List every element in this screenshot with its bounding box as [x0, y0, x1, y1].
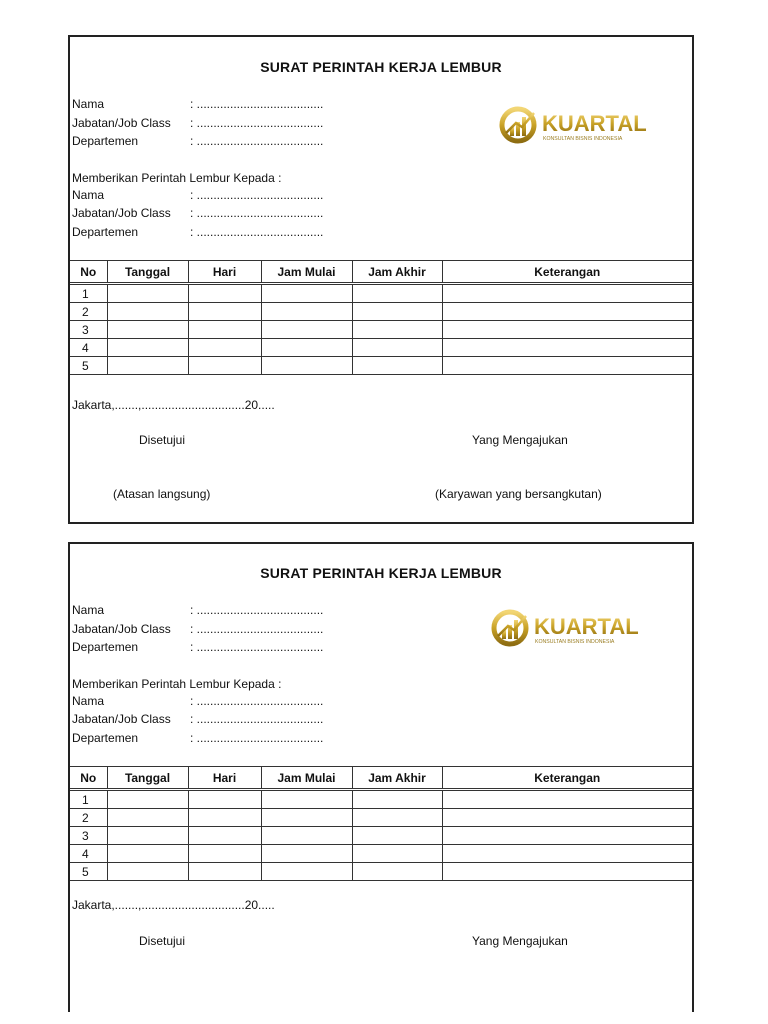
place-date-line[interactable]: Jakarta,.......,...............................20.....: [72, 398, 275, 412]
col-header-hari: Hari: [188, 261, 261, 284]
cell-jam-akhir[interactable]: [352, 321, 442, 339]
recipient-department-value[interactable]: : ......................................: [190, 225, 324, 239]
cell-keterangan[interactable]: [442, 790, 692, 809]
cell-tanggal[interactable]: [107, 809, 188, 827]
logo-brand-text: KUARTAL: [542, 111, 647, 136]
recipient-name-value[interactable]: : ......................................: [190, 188, 324, 202]
table-row: [70, 863, 692, 881]
recipient-name-field: Nama : ......................................: [72, 188, 324, 202]
form-title: SURAT PERINTAH KERJA LEMBUR: [260, 59, 502, 75]
table-row: [70, 790, 692, 809]
logo-brand-text: KUARTAL: [534, 614, 639, 639]
requester-position-field: Jabatan/Job Class : ......................................: [72, 622, 324, 636]
requester-position-field: Jabatan/Job Class : ......................................: [72, 116, 324, 130]
cell-keterangan[interactable]: [442, 827, 692, 845]
cell-tanggal[interactable]: [107, 284, 188, 303]
col-header-jam-mulai: Jam Mulai: [261, 261, 352, 284]
cell-keterangan[interactable]: [442, 809, 692, 827]
col-header-tanggal: Tanggal: [107, 261, 188, 284]
order-intro: Memberikan Perintah Lembur Kepada :: [72, 171, 282, 185]
cell-hari[interactable]: [188, 357, 261, 375]
cell-hari[interactable]: [188, 827, 261, 845]
overtime-form-1: [68, 35, 694, 524]
cell-tanggal[interactable]: [107, 339, 188, 357]
row-number: 4: [70, 845, 107, 863]
cell-jam-mulai[interactable]: [261, 809, 352, 827]
order-intro: Memberikan Perintah Lembur Kepada :: [72, 677, 282, 691]
cell-keterangan[interactable]: [442, 357, 692, 375]
cell-tanggal[interactable]: [107, 827, 188, 845]
requester-name-value[interactable]: : ......................................: [190, 603, 324, 617]
cell-tanggal[interactable]: [107, 357, 188, 375]
cell-keterangan[interactable]: [442, 845, 692, 863]
row-number: 1: [70, 284, 107, 303]
cell-hari[interactable]: [188, 809, 261, 827]
cell-hari[interactable]: [188, 321, 261, 339]
cell-tanggal[interactable]: [107, 790, 188, 809]
cell-jam-akhir[interactable]: [352, 809, 442, 827]
cell-jam-mulai[interactable]: [261, 790, 352, 809]
recipient-position-field: Jabatan/Job Class : ......................................: [72, 712, 324, 726]
approved-label: Disetujui: [139, 433, 186, 447]
recipient-department-field: Departemen : ......................................: [72, 731, 324, 745]
kuartal-logo-mark: [498, 103, 668, 151]
cell-keterangan[interactable]: [442, 339, 692, 357]
row-number: 5: [70, 863, 107, 881]
kuartal-logo: [490, 606, 660, 654]
cell-tanggal[interactable]: [107, 303, 188, 321]
requester-department-field: Departemen : ......................................: [72, 134, 324, 148]
cell-jam-mulai[interactable]: [261, 303, 352, 321]
col-header-jam-akhir: Jam Akhir: [352, 767, 442, 790]
row-number: 1: [70, 790, 107, 809]
row-number: 2: [70, 303, 107, 321]
cell-tanggal[interactable]: [107, 321, 188, 339]
recipient-position-field: Jabatan/Job Class : ......................................: [72, 206, 324, 220]
cell-jam-mulai[interactable]: [261, 339, 352, 357]
employee-role: (Karyawan yang bersangkutan): [435, 487, 602, 501]
table-header-row: [70, 261, 692, 284]
kuartal-logo: [498, 103, 668, 151]
col-header-keterangan: Keterangan: [442, 767, 692, 790]
recipient-name-value[interactable]: : ......................................: [190, 694, 324, 708]
row-number: 3: [70, 321, 107, 339]
cell-jam-akhir[interactable]: [352, 863, 442, 881]
row-number: 4: [70, 339, 107, 357]
cell-hari[interactable]: [188, 303, 261, 321]
logo-tagline-text: KONSULTAN BISNIS INDONESIA: [535, 639, 615, 645]
table-row: [70, 845, 692, 863]
row-number: 5: [70, 357, 107, 375]
form-title: SURAT PERINTAH KERJA LEMBUR: [260, 565, 502, 581]
approved-label: Disetujui: [139, 934, 186, 948]
kuartal-logo-mark: [490, 606, 660, 654]
cell-jam-mulai[interactable]: [261, 845, 352, 863]
table-row: [70, 284, 692, 303]
recipient-position-value[interactable]: : ......................................: [190, 712, 324, 726]
submitted-label: Yang Mengajukan: [472, 934, 568, 948]
cell-jam-mulai[interactable]: [261, 321, 352, 339]
requester-name-value[interactable]: : ......................................: [190, 97, 324, 111]
place-date-line[interactable]: Jakarta,.......,...............................20.....: [72, 898, 275, 912]
col-header-jam-mulai: Jam Mulai: [261, 767, 352, 790]
logo-tagline-text: KONSULTAN BISNIS INDONESIA: [543, 136, 623, 142]
submitted-label: Yang Mengajukan: [472, 433, 568, 447]
col-header-keterangan: Keterangan: [442, 261, 692, 284]
cell-jam-akhir[interactable]: [352, 827, 442, 845]
cell-jam-akhir[interactable]: [352, 303, 442, 321]
overtime-table: [70, 260, 692, 375]
table-row: [70, 357, 692, 375]
col-header-no: No: [70, 261, 107, 284]
col-header-hari: Hari: [188, 767, 261, 790]
cell-keterangan[interactable]: [442, 284, 692, 303]
cell-jam-mulai[interactable]: [261, 284, 352, 303]
col-header-no: No: [70, 767, 107, 790]
table-row: [70, 809, 692, 827]
cell-jam-mulai[interactable]: [261, 827, 352, 845]
table-row: [70, 303, 692, 321]
cell-hari[interactable]: [188, 845, 261, 863]
cell-jam-akhir[interactable]: [352, 339, 442, 357]
cell-hari[interactable]: [188, 339, 261, 357]
cell-hari[interactable]: [188, 863, 261, 881]
recipient-position-value[interactable]: : ......................................: [190, 206, 324, 220]
cell-hari[interactable]: [188, 790, 261, 809]
requester-name-field: Nama : ......................................: [72, 603, 324, 617]
col-header-jam-akhir: Jam Akhir: [352, 261, 442, 284]
overtime-table: [70, 766, 692, 881]
table-header-row: [70, 767, 692, 790]
requester-position-value[interactable]: : ......................................: [190, 622, 324, 636]
cell-jam-akhir[interactable]: [352, 357, 442, 375]
cell-tanggal[interactable]: [107, 863, 188, 881]
requester-department-value[interactable]: : ......................................: [190, 640, 324, 654]
approver-role: (Atasan langsung): [113, 487, 211, 501]
recipient-department-field: Departemen : ......................................: [72, 225, 324, 239]
recipient-department-value[interactable]: : ......................................: [190, 731, 324, 745]
requester-position-value[interactable]: : ......................................: [190, 116, 324, 130]
row-number: 3: [70, 827, 107, 845]
cell-jam-mulai[interactable]: [261, 357, 352, 375]
table-row: [70, 321, 692, 339]
overtime-form-2: [68, 542, 694, 1012]
row-number: 2: [70, 809, 107, 827]
table-row: [70, 339, 692, 357]
table-row: [70, 827, 692, 845]
cell-hari[interactable]: [188, 284, 261, 303]
cell-jam-akhir[interactable]: [352, 790, 442, 809]
requester-department-field: Departemen : ......................................: [72, 640, 324, 654]
cell-keterangan[interactable]: [442, 303, 692, 321]
recipient-name-field: Nama : ......................................: [72, 694, 324, 708]
cell-jam-mulai[interactable]: [261, 863, 352, 881]
col-header-tanggal: Tanggal: [107, 767, 188, 790]
cell-keterangan[interactable]: [442, 863, 692, 881]
requester-name-field: Nama : ......................................: [72, 97, 324, 111]
cell-jam-akhir[interactable]: [352, 284, 442, 303]
cell-jam-akhir[interactable]: [352, 845, 442, 863]
cell-keterangan[interactable]: [442, 321, 692, 339]
requester-department-value[interactable]: : ......................................: [190, 134, 324, 148]
cell-tanggal[interactable]: [107, 845, 188, 863]
